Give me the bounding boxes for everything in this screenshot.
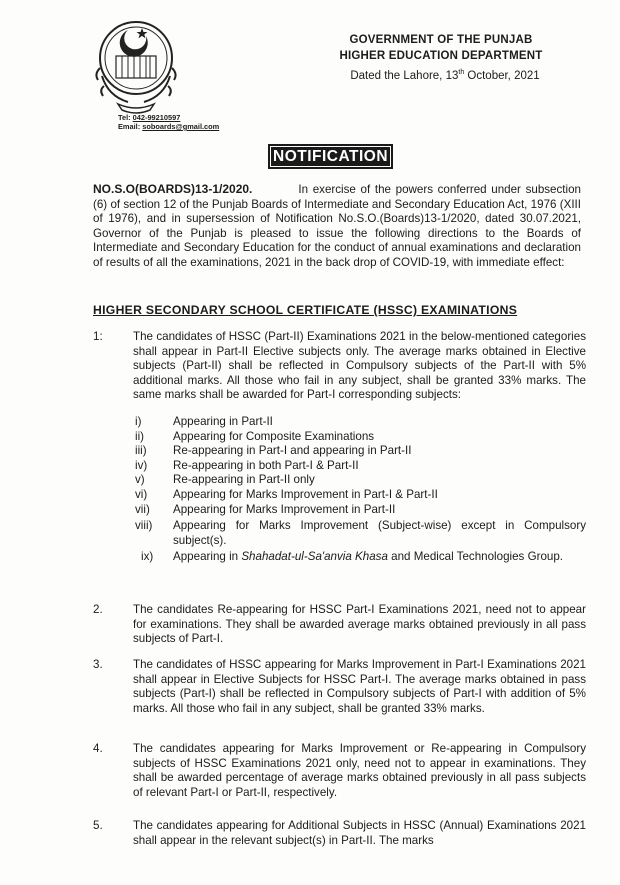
email-line: Email: soboards@gmail.com — [118, 122, 220, 131]
intro-text: In exercise of the powers conferred under subsection (6) of section 12 of the Punjab Boards of Intermediate and Secondary Education Act, 1976 (XIII of 1976), and in supersession of Notification No.S.O.(Boards)13-1/2020, dated 30.07.2021, Governor of the Punjab is pleased to issue the following directions to the Boards of Intermediate and Secondary Education for the conduct of annual examinations and declaration of results of all the examinations, 2021 in the back drop of COVID-19, with immediate effect: — [93, 183, 581, 269]
paragraph-number: 5. — [93, 819, 103, 832]
paragraph-1 — [93, 330, 593, 565]
paragraph-3 — [93, 658, 593, 716]
section-heading: HIGHER SECONDARY SCHOOL CERTIFICATE (HSSC) EXAMINATIONS — [93, 303, 518, 317]
contact-info — [118, 113, 219, 131]
paragraph-text: The candidates appearing for Additional Subjects in HSSC (Annual) Examinations 2021 shall appear in the relevant subject(s) in Part-II. The marks — [133, 819, 586, 847]
punjab-government-seal-icon — [88, 16, 184, 116]
list-item: v) Re-appearing in Part-II only — [135, 473, 315, 487]
paragraph-2 — [93, 603, 593, 647]
list-item: iv) Re-appearing in both Part-I & Part-II — [135, 458, 359, 472]
list-item: vi) Appearing for Marks Improvement in Part-I & Part-II — [135, 487, 438, 501]
list-item: viii) Appearing for Marks Improvement (Subject-wise) except in Compulsory subject(s). — [135, 519, 586, 547]
list-item: i) Appearing in Part-II — [135, 414, 273, 428]
paragraph-number: 2. — [93, 603, 103, 616]
telephone-number: 042-99210597 — [132, 113, 181, 122]
notification-title: NOTIFICATION — [268, 144, 393, 169]
intro-paragraph — [93, 182, 581, 271]
paragraph-number: 3. — [93, 658, 103, 671]
list-item: ii) Appearing for Composite Examinations — [135, 429, 375, 443]
paragraph-text: The candidates of HSSC (Part-II) Examinations 2021 in the below-mentioned categories shall appear in Part-II Elective subjects only. The average marks obtained in Elective subjects (Part-II) shall be reflected in Compulsory subjects of the Part-II with 5% additional marks. All those who fail in any subject, shall be granted 33% marks. The same marks shall be awarded for Part-I corresponding subjects: — [133, 330, 586, 402]
paragraph-text: The candidates appearing for Marks Improvement or Re-appearing in Compulsory subjects of HSSC Examinations 2021 only, need not to appear in examinations. They shall be awarded percentage of average marks obtained previously in all pass subjects of relevant Part-I or Part-II, respectively. — [133, 742, 586, 799]
list-item: iii) Re-appearing in Part-I and appearing in Part-II — [135, 444, 412, 458]
paragraph-text: The candidates Re-appearing for HSSC Part-I Examinations 2021, need not to appear for examinations. They shall be awarded average marks obtained previously in all pass subjects of Part-I. — [133, 603, 586, 646]
list-item: ix) Appearing in Shahadat-ul-Sa'anvia Khasa and Medical Technologies Group. — [141, 550, 564, 564]
paragraph-number: 4. — [93, 742, 103, 755]
date-line: Dated the Lahore, 13th October, 2021 — [350, 69, 540, 82]
department-name: HIGHER EDUCATION DEPARTMENT — [339, 50, 543, 62]
paragraph-number: 1: — [93, 330, 103, 343]
paragraph-4 — [93, 742, 593, 800]
reference-number: NO.S.O(BOARDS)13-1/2020. — [93, 182, 253, 196]
paragraph-5 — [93, 819, 593, 848]
list-item: vii) Appearing for Marks Improvement in Part-II — [135, 502, 396, 516]
telephone-line: Tel: 042-99210597 — [118, 113, 181, 122]
category-list — [133, 415, 586, 565]
department-heading — [325, 32, 557, 64]
email-address[interactable]: soboards@gmail.com — [142, 122, 220, 131]
paragraph-text: The candidates of HSSC appearing for Marks Improvement in Part-I Examinations 2021 shall appear in Elective Subjects for HSSC Part-I. The average marks obtained in pass subjects (Part-I) shall be reflected in Compulsory subjects of Part-I with addition of 5% marks. All those who fail in any subject, shall be granted 33% marks. — [133, 658, 586, 715]
government-name: GOVERNMENT OF THE PUNJAB — [349, 34, 533, 46]
